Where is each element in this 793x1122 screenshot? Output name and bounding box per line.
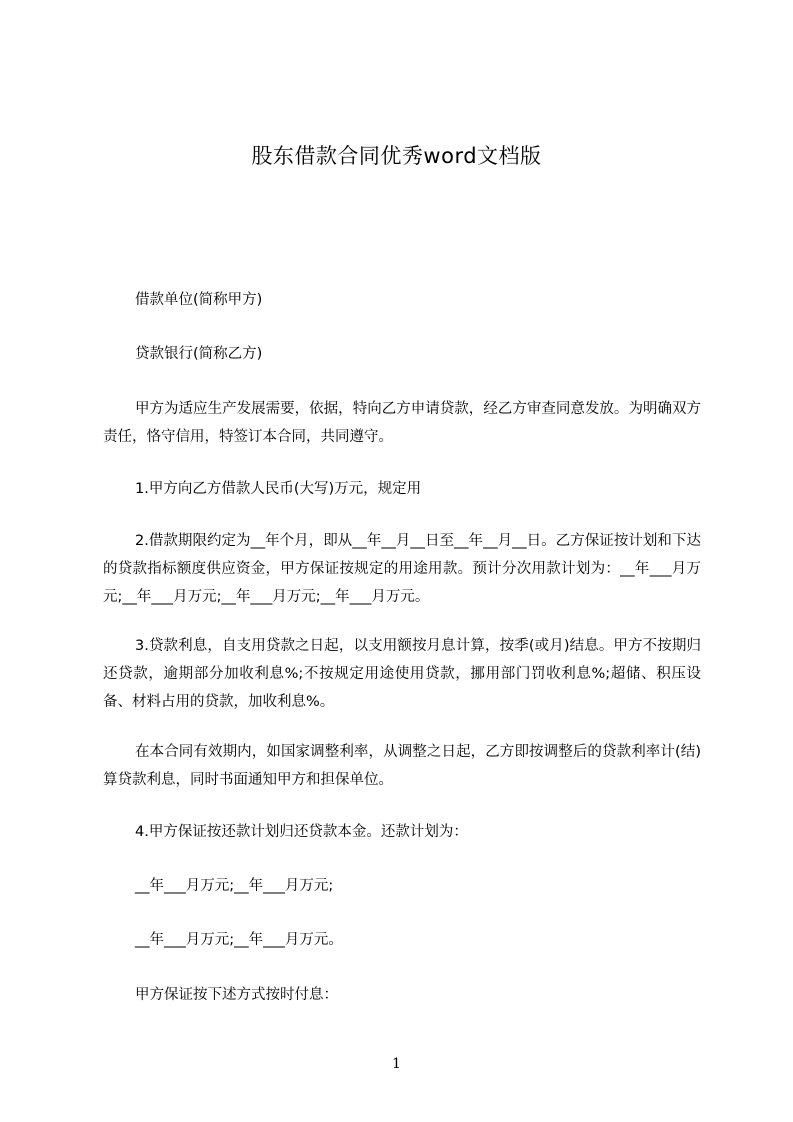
paragraph-clause-2: 2.借款期限约定为__年个月，即从__年__月__日至__年__月__日。乙方保证按计划和下达的贷款指标额度供应资金，甲方保证按规定的用途用款。预计分次用款计划为：__年___月万元;__年___月万元;__年___月万元;__年___月万元。 bbox=[103, 533, 701, 605]
paragraph-repayment-line-2: __年___月万元;__年___月万元。 bbox=[135, 932, 343, 948]
paragraph-repayment-line-1: __年___月万元;__年___月万元; bbox=[135, 878, 334, 894]
paragraph-clause-3: 3.贷款利息，自支用贷款之日起，以支用额按月息计算，按季(或月)结息。甲方不按期归还贷款，逾期部分加收利息%;不按规定用途使用贷款，挪用部门罚收利息%;超储、积压设备、材料占用的贷款，加收利息%。 bbox=[103, 638, 701, 710]
paragraph-borrower: 借款单位(简称甲方) bbox=[135, 292, 263, 308]
page-number: 1 bbox=[392, 1056, 401, 1072]
paragraph-preamble: 甲方为适应生产发展需要，依据，特向乙方申请贷款，经乙方审查同意发放。为明确双方责任，恪守信用，特签订本合同，共同遵守。 bbox=[103, 401, 701, 445]
document-title: 股东借款合同优秀word文档版 bbox=[251, 144, 542, 168]
paragraph-clause-1: 1.甲方向乙方借款人民币(大写)万元，规定用 bbox=[135, 481, 422, 497]
paragraph-clause-4: 4.甲方保证按还款计划归还贷款本金。还款计划为： bbox=[135, 824, 468, 840]
paragraph-rate-adjustment: 在本合同有效期内，如国家调整利率，从调整之日起，乙方即按调整后的贷款利率计(结)算贷款利息，同时书面通知甲方和担保单位。 bbox=[103, 744, 701, 788]
paragraph-lender: 贷款银行(简称乙方) bbox=[135, 346, 263, 362]
paragraph-interest-payment: 甲方保证按下述方式按时付息： bbox=[135, 987, 338, 1003]
